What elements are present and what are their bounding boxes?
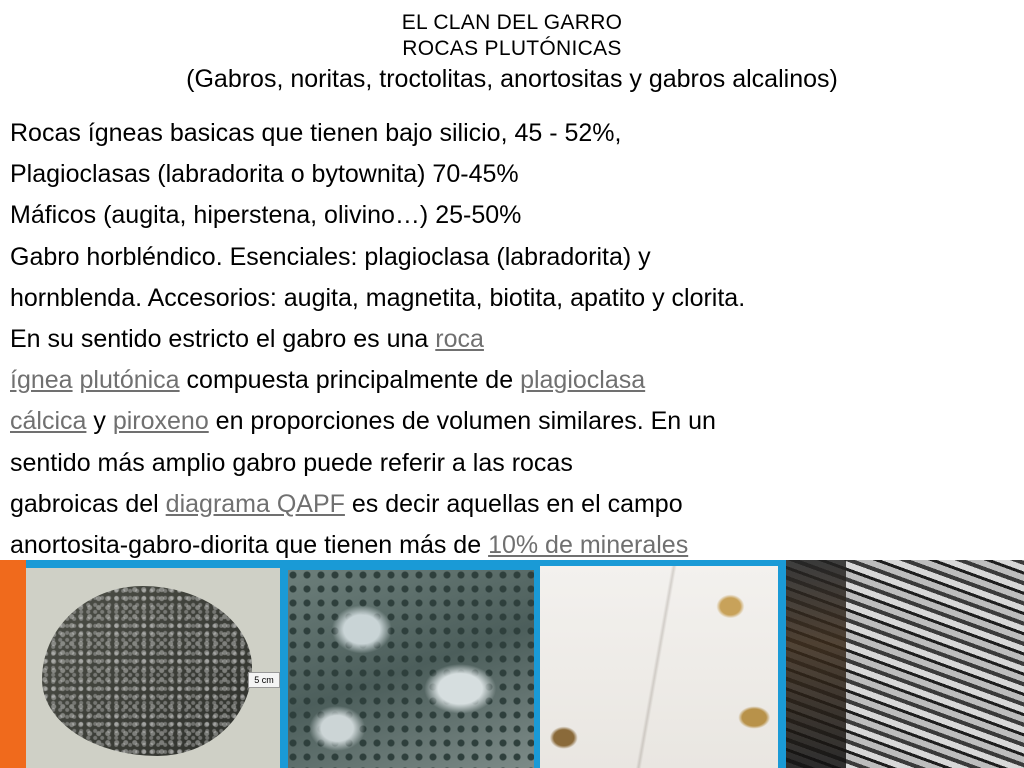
line: Gabro horbléndico. Esenciales: plagioclasa (labradorita) y <box>10 242 651 271</box>
bold-gabro: gabro <box>282 325 347 354</box>
subtitle: (Gabros, noritas, troctolitas, anortositas y gabros alcalinos) <box>186 65 838 93</box>
link-piroxeno[interactable]: piroxeno <box>112 407 209 436</box>
link-plutonica[interactable]: plutónica <box>79 366 180 395</box>
title-line-1: EL CLAN DEL GARRO <box>401 11 623 34</box>
text: es decir aquellas en el campo <box>344 489 683 518</box>
photo-thin-section-plane <box>540 566 778 768</box>
slide-body <box>10 113 1015 566</box>
line <box>10 484 1015 525</box>
text: En su sentido estricto el <box>10 325 283 354</box>
line <box>10 401 1015 442</box>
line: Rocas ígneas basicas que tienen bajo silicio, 45 - 52%, <box>10 119 622 147</box>
link-roca[interactable]: roca <box>435 325 484 354</box>
line: Plagioclasas (labradorita o bytownita) 70-45% <box>10 160 519 189</box>
link-minerales[interactable]: 10% de minerales <box>488 531 689 560</box>
line: hornblenda. Accesorios: augita, magnetita, biotita, apatito y clorita. <box>10 283 746 312</box>
line: Máficos (augita, hiperstena, olivino…) 25-50% <box>10 201 522 230</box>
scale-tag: 5 cm <box>248 672 280 688</box>
bold-gabro: gabro <box>232 448 297 477</box>
text: en proporciones de volumen similares. En un <box>208 407 716 436</box>
photo-hand-sample <box>26 568 280 768</box>
text: es una <box>346 325 436 354</box>
text: del <box>118 489 166 518</box>
title-line-2: ROCAS PLUTÓNICAS <box>402 37 622 60</box>
link-plagioclasa[interactable]: plagioclasa <box>520 366 646 395</box>
text: y <box>86 407 113 436</box>
text: puede referir a las <box>296 448 512 477</box>
orange-accent-bar <box>0 560 26 768</box>
dark-region <box>786 560 846 768</box>
bold-gabroicas: gabroicas <box>10 489 119 518</box>
text: anortosita-gabro-diorita que tienen más de <box>10 531 489 560</box>
rock-sample-image <box>42 586 252 756</box>
link-ignea[interactable]: ígnea <box>10 366 73 395</box>
text: compuesta principalmente de <box>179 366 521 395</box>
text: sentido más amplio <box>10 448 233 477</box>
title-block <box>0 10 1024 94</box>
link-calcica[interactable]: cálcica <box>10 407 87 436</box>
link-diagrama-qapf[interactable]: diagrama QAPF <box>165 489 345 518</box>
bold-rocas: rocas <box>511 448 573 477</box>
line <box>10 443 1015 484</box>
line <box>10 319 1015 360</box>
line <box>10 360 1015 401</box>
photo-closeup <box>288 570 534 768</box>
photo-thin-section-crossed <box>786 560 1024 768</box>
